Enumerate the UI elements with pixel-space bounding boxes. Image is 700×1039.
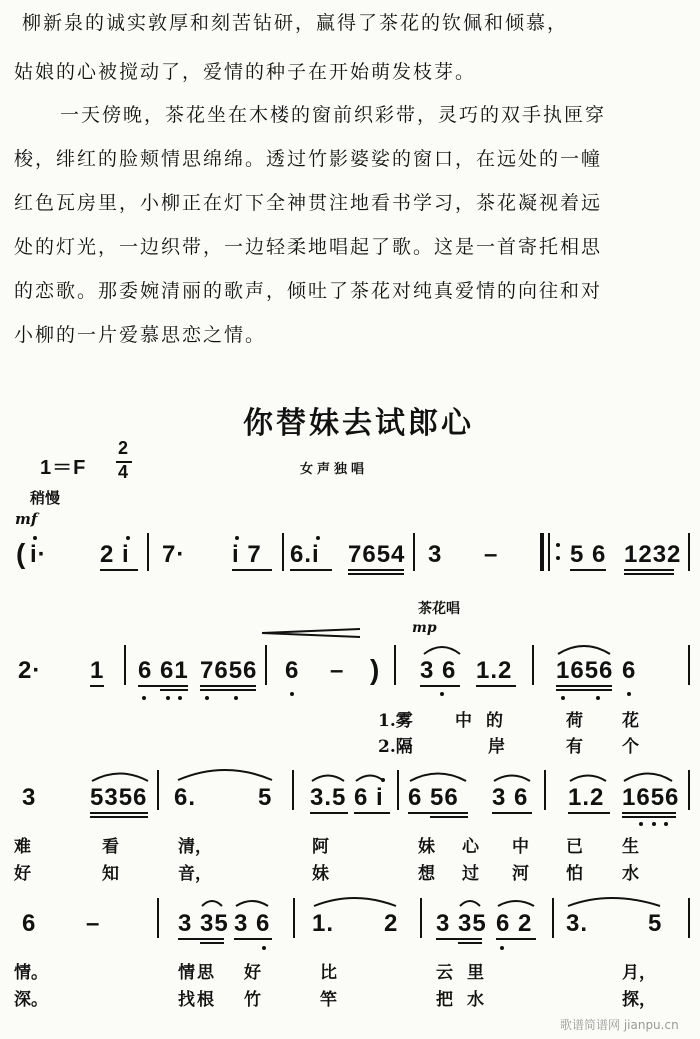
lyric: 难	[14, 837, 31, 857]
prose-line-1: 柳新泉的诚实敦厚和刻苦钻研，赢得了茶花的钦佩和倾慕，	[22, 12, 569, 34]
prose-line-3: 一天傍晚，茶花坐在木楼的窗前织彩带，灵巧的双手执匣穿	[60, 104, 607, 126]
s2-note-8: 1.2	[476, 657, 513, 684]
lyric: 过	[462, 864, 479, 884]
slur	[236, 901, 268, 906]
slur	[410, 774, 466, 782]
lyric: 妹	[312, 864, 329, 884]
s4-note-6: 1.	[312, 910, 335, 937]
decrescendo-hairpin	[262, 629, 360, 637]
s4-note-11: 3.	[566, 910, 589, 937]
prose-line-4: 梭，绯红的脸颊情思绵绵。透过竹影婆娑的窗口，在远处的一幢	[14, 148, 603, 170]
lyric: 音，	[178, 864, 212, 884]
s1-note-4: i 7	[232, 541, 262, 568]
s4-note-1: 6	[22, 910, 37, 937]
s2-note-7: 3 6	[420, 657, 457, 684]
slur	[568, 898, 660, 906]
s4-note-5: 3 6	[234, 910, 271, 937]
s2-note-6: –	[330, 657, 345, 684]
time-signature-bottom: 4	[118, 462, 130, 482]
prose-line-7: 的恋歌。那委婉清丽的歌声，倾吐了茶花对纯真爱情的向往和对	[14, 280, 603, 302]
slur	[178, 770, 272, 780]
s2-note-5: 6	[285, 657, 300, 684]
lyric: 阿	[312, 837, 329, 857]
prose-line-2: 姑娘的心被搅动了，爱情的种子在开始萌发枝芽。	[14, 61, 477, 83]
s4-note-2: –	[86, 910, 101, 937]
s2-note-4: 7656	[200, 657, 258, 684]
lyric: 想	[418, 864, 435, 884]
slur	[356, 776, 384, 782]
lyric: 知	[102, 864, 119, 884]
singer-cue: 茶花唱	[418, 601, 460, 617]
s1-note-10: 1232	[624, 541, 682, 568]
s4-note-8: 3	[436, 910, 451, 937]
s3-note-1: 3	[22, 784, 37, 811]
s4-note-7: 2	[384, 910, 399, 937]
lyric: 生	[622, 837, 639, 857]
s3-note-3: 6.	[174, 784, 197, 811]
lyric: 2.隔	[378, 737, 413, 757]
lyric: 妹	[418, 837, 435, 857]
slur	[624, 774, 672, 782]
lyric: 情。	[14, 963, 48, 983]
voice-type: 女声独唱	[300, 462, 369, 477]
lyric: 情思	[178, 963, 216, 983]
key-signature: 1＝F	[40, 457, 87, 479]
lyric: 怕	[566, 864, 583, 884]
s4-note-3: 3	[178, 910, 193, 937]
s4-note-9: 35	[458, 910, 487, 937]
lyric: 心	[462, 837, 479, 857]
s2-note-9: 1656	[556, 657, 614, 684]
s3-note-10: 1656	[622, 784, 680, 811]
slur	[558, 646, 610, 654]
watermark: 歌谱简谱网 jianpu.cn	[560, 1018, 679, 1032]
s2-note-3: 6 61	[138, 657, 189, 684]
s3-note-8: 3 6	[492, 784, 529, 811]
lyric: 比	[320, 963, 337, 983]
open-paren: (	[16, 538, 27, 569]
lyric: 深。	[14, 990, 48, 1010]
prose-line-5: 红色瓦房里，小柳正在灯下全神贯注地看书学习，茶花凝视着远	[14, 192, 603, 214]
s4-note-12: 5	[648, 910, 663, 937]
lyric: 河	[512, 864, 529, 884]
s3-note-6: 6 i	[354, 784, 384, 811]
lyric: 中的	[455, 711, 517, 731]
s3-note-7: 6 56	[408, 784, 459, 811]
lyric: 看	[102, 837, 119, 857]
lyric: 中	[512, 837, 529, 857]
lyric: 好	[14, 864, 31, 884]
lyric: 水	[622, 864, 639, 884]
lyric: 月，	[622, 963, 656, 983]
lyric: 竿	[320, 990, 337, 1010]
s1-note-3: 7·	[162, 541, 186, 568]
lyric: 云里	[436, 963, 498, 983]
close-paren: )	[370, 654, 381, 685]
s3-note-4: 5	[258, 784, 273, 811]
s1-note-2: 2 i	[100, 541, 130, 568]
s1-note-5: 6.i	[290, 541, 320, 568]
song-title: 你替妹去试郎心	[243, 406, 474, 441]
slur	[494, 776, 530, 782]
slur	[312, 776, 344, 782]
s1-note-7: 3	[428, 541, 443, 568]
dynamic-mp: mp	[412, 620, 437, 636]
s1-note-8: –	[484, 541, 499, 568]
s2-note-10: 6	[622, 657, 637, 684]
dynamic-mf: mf	[15, 510, 38, 528]
lyric: 有	[566, 737, 583, 757]
s4-note-4: 35	[200, 910, 229, 937]
prose-line-6: 处的灯光，一边织带，一边轻柔地唱起了歌。这是一首寄托相思	[14, 236, 603, 258]
slur	[202, 901, 222, 906]
s1-note-9: 5 6	[570, 541, 607, 568]
lyric: 花	[622, 711, 639, 731]
slur	[424, 647, 460, 654]
s2-note-1: 2·	[18, 657, 42, 684]
lyric: 已	[566, 837, 583, 857]
tempo-mark: 稍慢	[30, 489, 61, 507]
slur	[92, 774, 148, 782]
lyric: 竹	[244, 990, 261, 1010]
s4-note-10: 6 2	[496, 910, 533, 937]
lyric: 好	[244, 963, 261, 983]
time-signature-top: 2	[118, 438, 130, 458]
slur	[570, 776, 606, 782]
lyric: 清，	[178, 837, 212, 857]
lyric: 荷	[566, 711, 583, 731]
lyric: 找根	[178, 990, 216, 1010]
lyric: 探，	[622, 990, 656, 1010]
prose-line-8: 小柳的一片爱慕思恋之情。	[14, 324, 267, 346]
lyric: 个	[622, 737, 639, 757]
lyric: 把水	[436, 990, 498, 1010]
s1-note-1: i·	[30, 541, 47, 568]
s3-note-9: 1.2	[568, 784, 605, 811]
s1-note-6: 7654	[348, 541, 406, 568]
slur	[498, 901, 534, 906]
slur	[460, 901, 480, 906]
s3-note-5: 3.5	[310, 784, 347, 811]
lyric: 岸	[488, 737, 505, 757]
s2-note-2: 1	[90, 657, 105, 684]
s3-note-2: 5356	[90, 784, 148, 811]
lyric: 1.雾	[378, 711, 413, 731]
slur	[314, 898, 396, 906]
